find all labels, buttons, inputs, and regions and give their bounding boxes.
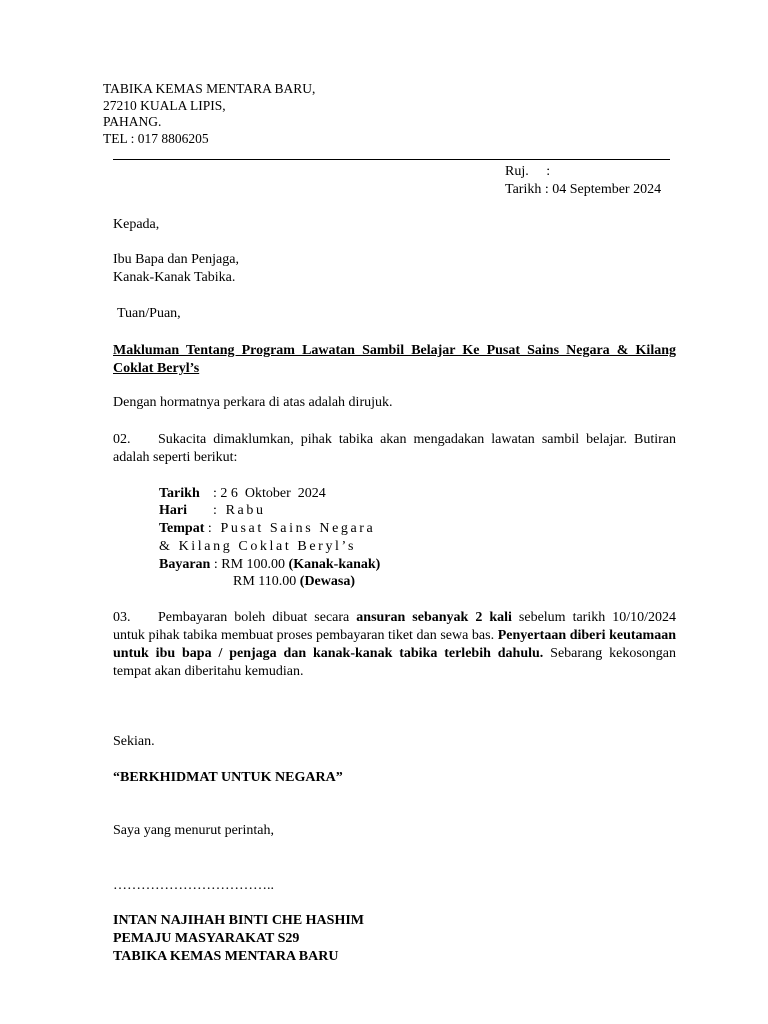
paragraph-text: sebelum tarikh 10/10/2024 untuk pihak tabika membuat proses pembayaran tiket dan sewa bas.	[113, 610, 677, 643]
sender-address-line1: TABIKA KEMAS MENTARA BARU,	[103, 81, 316, 96]
detail-label: Hari	[159, 503, 187, 518]
detail-tarikh	[159, 485, 326, 503]
reference-number: Ruj. :	[505, 164, 551, 179]
detail-label: Tarikh	[159, 486, 200, 501]
recipient-line2: Kanak-Kanak Tabika.	[113, 270, 236, 285]
paragraph-02	[113, 431, 676, 467]
paragraph-bold: Penyertaan diberi keutamaan untuk ibu bapa / penjaga dan kanak-kanak tabika terlebih dahulu.	[113, 628, 676, 661]
closing-sekian: Sekian.	[113, 734, 155, 749]
signatory-organization: TABIKA KEMAS MENTARA BARU	[113, 949, 339, 964]
detail-label: Tempat	[159, 521, 205, 536]
fee-amount: RM 110.00	[233, 574, 297, 589]
signatory-position: PEMAJU MASYARAKAT S29	[113, 931, 300, 946]
sender-address-line2: 27210 KUALA LIPIS,	[103, 98, 226, 113]
paragraph-number: 02.	[113, 432, 131, 447]
header-divider	[113, 159, 670, 160]
intro-text: Dengan hormatnya perkara di atas adalah dirujuk.	[113, 395, 393, 410]
motto: “BERKHIDMAT UNTUK NEGARA”	[113, 770, 343, 785]
paragraph-text: Sebarang kekosongan tempat akan diberitahu kemudian.	[113, 646, 676, 679]
signature-line: ……………………………..	[113, 878, 274, 893]
detail-label: Bayaran	[159, 557, 211, 572]
detail-bayaran	[159, 556, 380, 574]
detail-tempat	[159, 520, 375, 538]
fee-amount: RM 100.00	[221, 557, 286, 572]
fee-category: (Kanak-kanak)	[288, 557, 381, 572]
paragraph-text: Pembayaran boleh dibuat secara	[158, 610, 357, 625]
paragraph-number: 03.	[113, 610, 131, 625]
subject-title: Makluman Tentang Program Lawatan Sambil Belajar Ke Pusat Sains Negara & Kilang Coklat Beryl’s	[113, 343, 676, 376]
recipient-heading: Kepada,	[113, 217, 160, 232]
paragraph-text: Sukacita dimaklumkan, pihak tabika akan mengadakan lawatan sambil belajar. Butiran adalah seperti berikut:	[113, 432, 676, 465]
detail-tempat-cont: & Kilang Coklat Beryl’s	[159, 539, 357, 554]
recipient-line1: Ibu Bapa dan Penjaga,	[113, 252, 239, 267]
signatory-name: INTAN NAJIHAH BINTI CHE HASHIM	[113, 913, 364, 928]
detail-value: : Pusat Sains Negara	[207, 521, 376, 536]
letter-date: Tarikh : 04 September 2024	[505, 182, 662, 197]
salutation: Tuan/Puan,	[117, 306, 181, 321]
sender-phone: TEL : 017 8806205	[103, 131, 209, 146]
sender-address-line3: PAHANG.	[103, 114, 162, 129]
detail-value: : 2 6 Oktober 2024	[213, 486, 326, 501]
detail-hari	[159, 502, 266, 520]
fee-category: (Dewasa)	[299, 574, 355, 589]
paragraph-03	[113, 609, 676, 681]
closing-remark: Saya yang menurut perintah,	[113, 823, 274, 838]
detail-colon: :	[213, 557, 218, 572]
detail-value: : Rabu	[213, 503, 266, 518]
detail-bayaran-adult	[233, 574, 355, 590]
paragraph-bold: ansuran sebanyak 2 kali	[356, 610, 512, 625]
